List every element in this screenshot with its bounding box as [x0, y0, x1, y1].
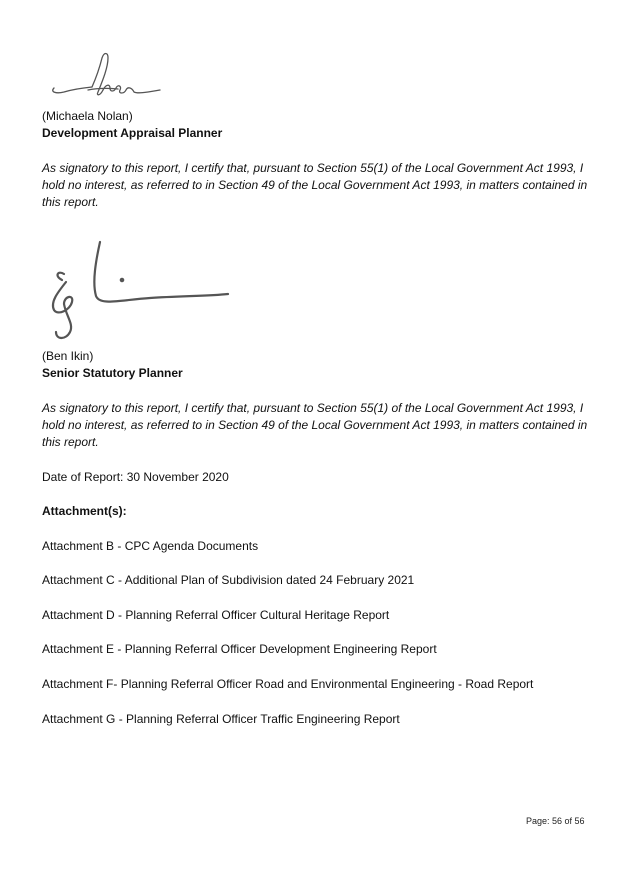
- attachment-item: Attachment E - Planning Referral Officer Development Engineering Report: [42, 642, 437, 656]
- signature-michaela-nolan: [48, 48, 168, 104]
- signatory1-certification: As signatory to this report, I certify that, pursuant to Section 55(1) of the Local Government Act 1993, I hold no interest, as referred to in Section 49 of the Local Government Act 1993, in matters contained in this report.: [42, 161, 588, 209]
- signature-ben-ikin: [40, 236, 240, 346]
- page-number: Page: 56 of 56: [526, 816, 585, 826]
- signatory1-name: (Michaela Nolan): [42, 109, 133, 123]
- signatory2-name: (Ben Ikin): [42, 349, 94, 363]
- signatory2-certification: As signatory to this report, I certify that, pursuant to Section 55(1) of the Local Government Act 1993, I hold no interest, as referred to in Section 49 of the Local Government Act 1993, in matters contained in this report.: [42, 401, 588, 449]
- attachment-item: Attachment C - Additional Plan of Subdivision dated 24 February 2021: [42, 573, 415, 587]
- attachment-item: Attachment D - Planning Referral Officer Cultural Heritage Report: [42, 608, 390, 622]
- attachment-item: Attachment B - CPC Agenda Documents: [42, 539, 259, 553]
- signatory2-title: Senior Statutory Planner: [42, 366, 183, 380]
- signatory1-title: Development Appraisal Planner: [42, 126, 223, 140]
- attachment-item: Attachment F- Planning Referral Officer Road and Environmental Engineering - Road Report: [42, 677, 534, 691]
- attachment-item: Attachment G - Planning Referral Officer Traffic Engineering Report: [42, 712, 400, 726]
- attachments-heading: Attachment(s):: [42, 504, 127, 518]
- date-of-report: Date of Report: 30 November 2020: [42, 470, 229, 484]
